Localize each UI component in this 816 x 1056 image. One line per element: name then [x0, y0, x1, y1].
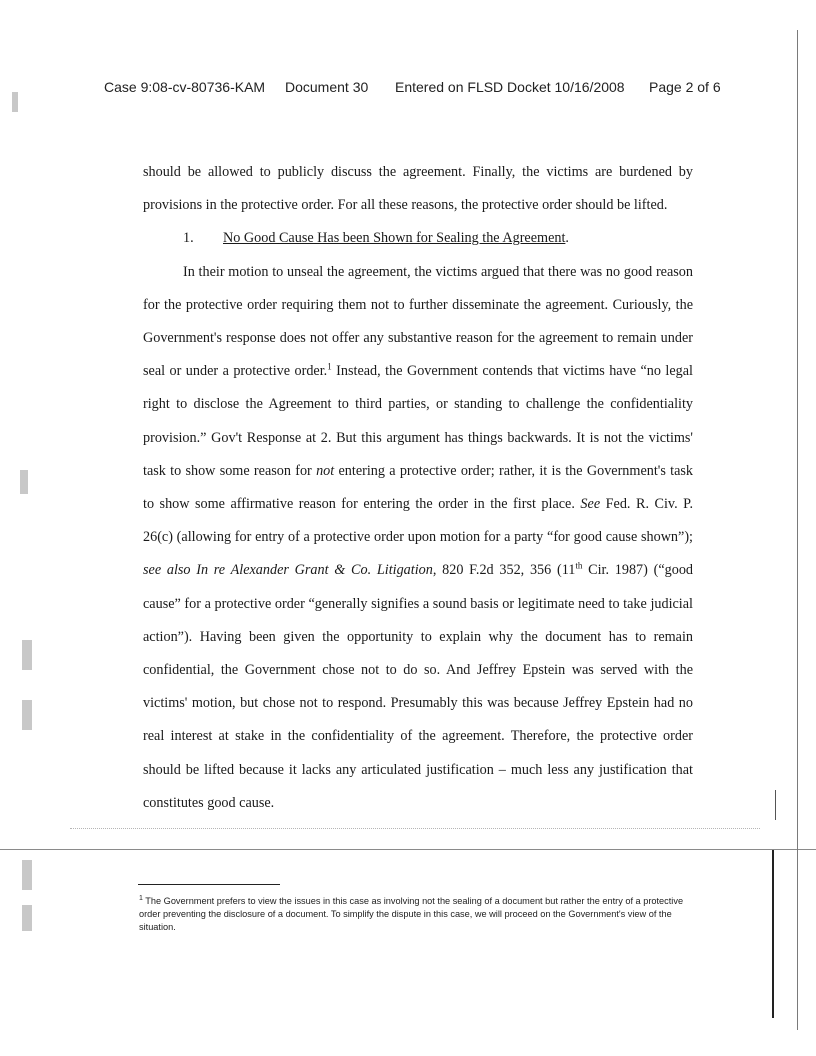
document-body — [143, 156, 693, 820]
right-margin-scan-tick — [775, 790, 776, 820]
text-run: , 820 F.2d 352, 356 (11 — [432, 562, 576, 579]
text-run: Fed. R. Civ. P. 26(c) (allowing for entry of a protective order upon motion for a party “for good cause shown”); — [143, 496, 694, 546]
footnote-mark: 1 — [139, 895, 143, 902]
page-indicator: Page 2 of 6 — [649, 79, 721, 95]
case-number: Case 9:08-cv-80736-KAM — [104, 79, 266, 95]
right-margin-scan-line — [797, 30, 798, 1030]
text-run: entering a protective order; rather, it is the Government's task to show some affirmative reason for entering the order in the first place. — [143, 462, 693, 513]
page-separator-line — [0, 849, 816, 850]
paragraph-good-cause — [143, 256, 693, 820]
left-margin-scan-mark — [22, 640, 32, 670]
footnote — [139, 893, 699, 933]
left-margin-scan-mark — [22, 905, 32, 931]
left-margin-scan-mark — [20, 470, 28, 494]
right-margin-scan-bar — [772, 850, 774, 1018]
case-citation: see also In re Alexander Grant & Co. Litigation — [143, 562, 433, 579]
left-margin-scan-mark — [22, 860, 32, 890]
document-number: Document 30 — [285, 79, 369, 95]
footnote-text: The Government prefers to view the issues in this case as involving not the sealing of a document but rather the entry of a protective order preventing the disclosure of a document. To simplify the dispute in this case, we will proceed on the Government's view of the situation. — [139, 896, 684, 932]
text-run: Instead, the Government contends that victims have “no legal right to disclose the Agreement to third parties, or standing to challenge the confidentiality provision.” Gov't Response at 2. But this argument has things backwards. It is not the victims' task to show some reason for — [143, 363, 693, 479]
section-title: No Good Cause Has been Shown for Sealing the Agreement — [223, 230, 566, 247]
section-heading — [143, 222, 693, 255]
section-number: 1. — [183, 230, 194, 247]
docket-entry-date: Entered on FLSD Docket 10/16/2008 — [395, 79, 625, 95]
text-run: In their motion to unseal the agreement, the victims argued that there was no good reason for the protective order requiring them not to further disseminate the agreement. Curiously, the Government's response does not offer any substantive reason for the agreement to remain under seal or under a protective order. — [143, 263, 693, 380]
paragraph-continued: should be allowed to publicly discuss the agreement. Finally, the victims are burdened by provisions in the protective order. For all these reasons, the protective order should be lifted. — [143, 164, 693, 214]
emphasis-not: not — [316, 462, 335, 479]
footnote-reference: 1 — [327, 361, 332, 372]
ordinal-suffix: th — [575, 560, 583, 571]
section-title-period: . — [565, 230, 569, 247]
scan-dotted-line — [70, 828, 760, 829]
citation-signal-see: See — [580, 496, 601, 513]
footnote-rule — [138, 884, 280, 885]
text-run: Cir. 1987) (“good cause” for a protective order “generally signifies a sound basis or legitimate need to take judicial action”). Having been given the opportunity to explain why the document has to remain confidential, the Government chose not to do so. And Jeffrey Epstein was served with the victims' motion, but chose not to respond. Presumably this was because Jeffrey Epstein had no real interest at stake in the confidentiality of the agreement. Therefore, the protective order should be lifted because it lacks any articulated justification – much less any justification that constitutes good cause. — [143, 562, 694, 811]
left-margin-scan-mark — [12, 92, 18, 112]
left-margin-scan-mark — [22, 700, 32, 730]
